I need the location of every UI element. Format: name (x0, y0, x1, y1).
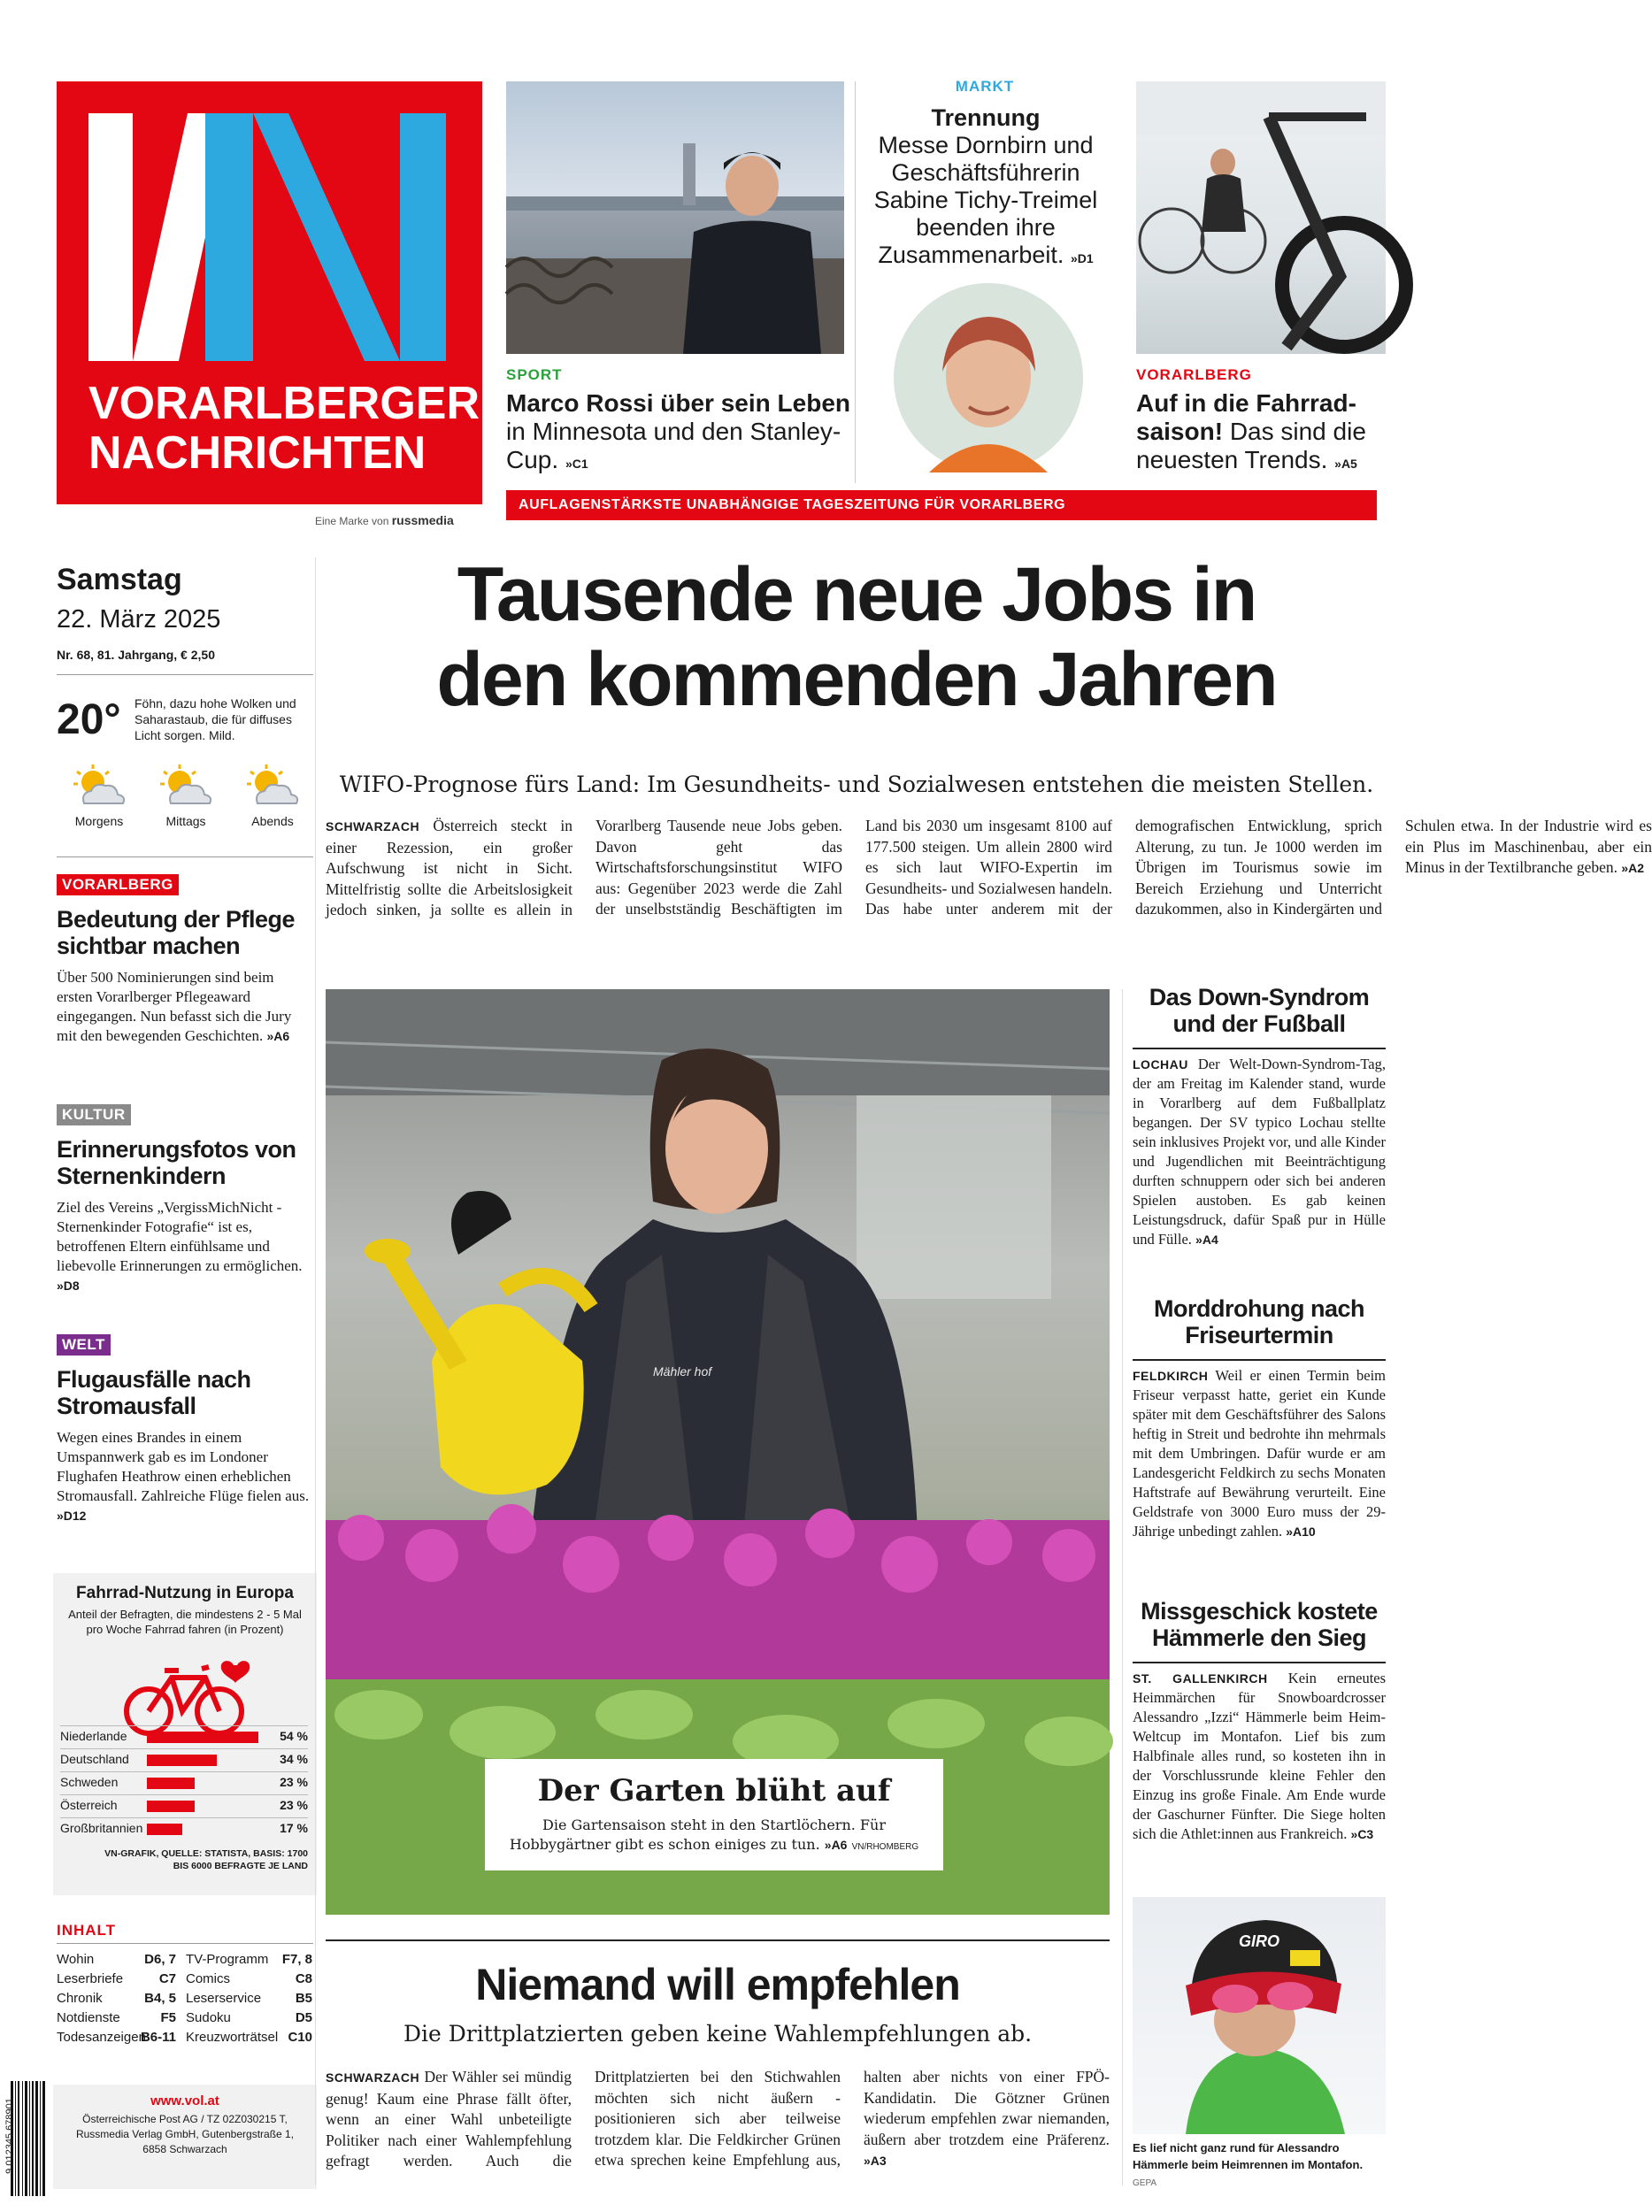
inhalt-row[interactable] (57, 1991, 176, 2010)
chart-value-label: 23 % (280, 1775, 308, 1789)
vorarlberg-headline-rest: Das sind die neuesten Trends. (1136, 418, 1366, 473)
inhalt-row[interactable] (186, 2030, 312, 2049)
barcode (2, 2079, 48, 2198)
vorarlberg-kicker: VORARLBERG (1136, 366, 1252, 383)
inhalt-page: D5 (295, 2010, 312, 2025)
inhalt-label: Chronik (57, 1991, 103, 2006)
chart-category-label: Großbritannien (60, 1821, 143, 1835)
inhalt-page: F5 (160, 2010, 176, 2025)
sun-behind-cloud-icon (68, 763, 130, 810)
lead-subhead: WIFO-Prognose fürs Land: Im Gesundheits- und Sozialwesen entstehen die meisten Stellen. (339, 772, 1374, 797)
inhalt-page: B5 (295, 1991, 312, 2006)
weather-slot-label: Abends (251, 814, 294, 828)
sport-teaser[interactable] (506, 389, 851, 478)
inhalt-label: Leserservice (186, 1991, 262, 2006)
inhalt-label: TV-Programm (186, 1952, 269, 1967)
lead-body (326, 816, 1652, 940)
markt-ref: »D1 (1070, 251, 1094, 265)
masthead-title-line2: NACHRICHTEN (88, 427, 426, 479)
right-item-down-syndrom[interactable] (1133, 984, 1386, 1249)
chart-value-label: 17 % (280, 1821, 308, 1835)
sport-photo[interactable] (506, 81, 844, 354)
brand-name: russmedia (391, 513, 454, 527)
right-headline: Missgeschick kostete Hämmerle den Sieg (1141, 1598, 1378, 1651)
weather-slot-morgens (57, 763, 142, 828)
lead-headline-line2: den kommenden Jahren (436, 637, 1277, 722)
sidebar-item-welt[interactable] (57, 1334, 313, 1525)
chart-row (60, 1771, 308, 1793)
vorarlberg-teaser[interactable] (1136, 389, 1393, 478)
inhalt-row[interactable] (186, 1952, 312, 1971)
lead-headline-line1: Tausende neue Jobs in (457, 552, 1256, 637)
inhalt-label: Wohin (57, 1952, 95, 1967)
right-dateline: FELDKIRCH (1133, 1369, 1209, 1383)
garden-caption-box (485, 1759, 943, 1870)
garden-photo[interactable] (326, 989, 1110, 1915)
lead-body-text: Österreich steckt in einer Rezession, ein großer Aufschwung ist nicht in Sicht. Mittelfristig sollte die Arbeitslosigkeit jedoch sinken, ja sollte es allein in Vorarlberg Tausende neue Jobs geben. Davon geht das Wirtschaftsforschungsinstitut WIFO aus: Gegenüber 2023 werde die Zahl der unselbstständig Beschäftigten im Land bis 2030 um insgesamt 8100 auf 177.500 steigen. Um allein 2800 wird es sich laut WIFO-Expertin im Gesundheits- und Sozialwesen handeln. Das habe unter anderem mit der demografischen Entwicklung, sprich Alterung, zu tun. Je 1000 werden im Übrigen im Tourismus sowie im Bereich Erziehung und Unterricht dazukommen, also in Kindergärten und Schulen etwa. In der Industrie wird es ein Plus im Maschinenbau, aber ein Minus in der Textilbranche geben. (326, 817, 1652, 918)
weather-slot-label: Morgens (74, 814, 124, 828)
markt-divider (855, 81, 856, 483)
weather-slots (57, 763, 313, 833)
inhalt-row[interactable] (57, 1952, 176, 1971)
weather-temp: 20° (57, 696, 121, 743)
brand-note-text: Eine Marke von (315, 515, 389, 527)
chart-row (60, 1794, 308, 1816)
chart-category-label: Schweden (60, 1775, 119, 1789)
tagline-bar (506, 490, 1377, 520)
haemmerle-caption-text: Es lief nicht ganz rund für Alessandro Hämmerle beim Heimrennen im Montafon. (1133, 2141, 1364, 2171)
inhalt-divider (57, 1943, 313, 1944)
sidebar-item-vorarlberg[interactable] (57, 874, 313, 1046)
right-rule (1133, 1359, 1386, 1361)
chart-category-label: Deutschland (60, 1752, 129, 1766)
haemmerle-credit: GEPA (1133, 2178, 1157, 2188)
rubric-label: WELT (57, 1334, 111, 1356)
garden-caption-text (504, 1816, 924, 1857)
right-ref: »C3 (1350, 1827, 1374, 1841)
second-dateline: SCHWARZACH (326, 2070, 420, 2085)
markt-portrait-face (894, 283, 1083, 472)
garden-ref: »A6 (824, 1838, 848, 1852)
inhalt-row[interactable] (57, 1971, 176, 1991)
inhalt-left (57, 1952, 176, 2049)
sidebar-ref: »D8 (57, 1279, 80, 1293)
imprint-box (53, 2085, 317, 2189)
sun-behind-cloud-icon (155, 763, 217, 810)
tagline-text: AUFLAGENSTÄRKSTE UNABHÄNGIGE TAGESZEITUNG FÜR VORARLBERG (519, 497, 1066, 512)
lead-headline (326, 552, 1387, 722)
markt-headline-rest: Messe Dornbirn und Geschäftsführerin Sabine Tichy-Treimel beenden ihre Zusammenarbeit. (873, 132, 1098, 268)
bike-shop-scene (1136, 81, 1386, 354)
weather-slot-abends (230, 763, 315, 828)
inhalt-label: Kreuzworträtsel (186, 2030, 279, 2045)
markt-headline: Trennung (931, 104, 1041, 131)
inhalt-row[interactable] (186, 2010, 312, 2030)
garden-credit: VN/RHOMBERG (851, 1842, 919, 1852)
garden-caption-body: Die Gartensaison steht in den Startlöchern. Für Hobbygärtner gibt es schon einiges zu tun. (509, 1816, 886, 1853)
inhalt-label: Notdienste (57, 2010, 120, 2025)
helmet-brand: GIRO (1239, 1932, 1280, 1950)
edition-date: 22. März 2025 (57, 605, 221, 634)
right-text (1133, 1366, 1386, 1541)
chart-category-label: Österreich (60, 1798, 118, 1812)
sidebar-column-rule (315, 557, 316, 2185)
chart-bar (147, 1755, 217, 1766)
chart-bar (147, 1732, 258, 1743)
chart-title: Fahrrad-Nutzung in Europa (76, 1584, 294, 1602)
lead-dateline: SCHWARZACH (326, 819, 420, 833)
sidebar-headline: Flugausfälle nach Stromausfall (57, 1366, 251, 1419)
sidebar-headline: Bedeutung der Pflege sichtbar machen (57, 906, 296, 959)
barcode-number: 9 012345 678901 (4, 2098, 15, 2174)
inhalt-page: B4, 5 (144, 1991, 176, 2006)
chart-source: VN-GRAFIK, QUELLE: STATISTA, BASIS: 1700 BIS 6000 BEFRAGTE JE LAND (104, 1848, 308, 1871)
chart-value-label: 54 % (280, 1729, 308, 1743)
masthead-title-line1: VORARLBERGER (88, 378, 480, 429)
garden-caption-title: Der Garten blüht auf (537, 1773, 891, 1809)
sidebar-text-body: Wegen eines Brandes in einem Umspannwerk gab es im Londoner Flughafen Heathrow einen erheblichen Stromausfall. Zahlreiche Flüge fielen aus. (57, 1429, 310, 1504)
inhalt-row[interactable] (57, 2010, 176, 2030)
chart-value-label: 23 % (280, 1798, 308, 1812)
sidebar-text (57, 1428, 313, 1525)
sidebar-item-kultur[interactable] (57, 1104, 313, 1295)
second-subhead: Die Drittplatzierten geben keine Wahlempfehlungen ab. (403, 2021, 1033, 2047)
lead-ref: »A2 (1621, 861, 1645, 875)
masthead-logo (57, 81, 482, 504)
second-body-text: Der Wähler sei mündig genug! Kaum eine Phrase fällt öfter, wenn an einer Wahl unbeteiligte Politiker nach einer Wahlempfehlung gefragt werden. Auch die Drittplatzierten bei den Stichwahlen möchten sich nicht äußern - positionieren sich aber teilweise trotzdem klar. Die Feldkircher Grünen etwa sprechen keine Empfehlung aus, halten aber nichts von einer FPÖ-Kandidatin. Die Götzner Grünen wiederum empfehlen zwar niemanden, äußern aber trotzdem eine Präferenz. (326, 2068, 1110, 2170)
imprint-url[interactable]: www.vol.at (150, 2093, 219, 2108)
right-dateline: LOCHAU (1133, 1057, 1188, 1071)
sport-headline: Marco Rossi über sein Leben (506, 389, 850, 417)
inhalt-page: C7 (158, 1971, 176, 1986)
inhalt-row[interactable] (186, 1991, 312, 2010)
inhalt-page: B6-11 (140, 2030, 176, 2045)
sidebar-divider-top (57, 674, 313, 675)
right-headline: Das Down-Syndrom und der Fußball (1149, 984, 1370, 1037)
sidebar-ref: »A6 (266, 1029, 290, 1043)
second-top-rule (326, 1939, 1110, 1941)
weather-slot-label: Mittags (165, 814, 206, 828)
chart-bar (147, 1824, 182, 1835)
chart-rows (60, 1725, 308, 1840)
weather-text: Föhn, dazu hohe Wolken und Saharastaub, die für diffuses Licht sorgen. Mild. (134, 696, 296, 742)
sport-photo-scene (506, 81, 844, 354)
right-item-morddrohung[interactable] (1133, 1295, 1386, 1541)
right-text-body: Kein erneutes Heimmärchen für Snowboardcrosser Alessandro „Izzi“ Hämmerle beim Heim-Weltcup im Montafon. Lief bis zum Halbfinale alles rund, so kosteten ihn in der Vorschlussrunde kleine Fehler den Einzug ins große Finale. Am Ende wurde der Gaschurner Fünfter. Die Siege holten sich die Athlet:innen aus Frankreich. (1133, 1670, 1387, 1842)
chart-category-label: Niederlande (60, 1729, 127, 1743)
haemmerle-photo[interactable] (1133, 1897, 1386, 2134)
right-text-body: Der Welt-Down-Syndrom-Tag, der am Freitag im Kalender stand, wurde in Vorarlberg auf dem Fußballplatz begangen. Der SV typico Lochau stellte sein inklusives Projekt vor, und alle Kinder und Jugendlichen mit Beeinträchtigung durften schnuppern oder sich bei anderen Spielen austoben. Es gab keinen Leistungsdruck, dafür Spaß pur in Hülle und Fülle. (1133, 1056, 1386, 1248)
sport-ref: »C1 (565, 457, 588, 471)
haemmerle-caption (1133, 2139, 1386, 2192)
right-item-haemmerle[interactable] (1133, 1598, 1386, 1844)
vorarlberg-photo[interactable] (1136, 81, 1386, 354)
chart-row (60, 1748, 308, 1770)
inhalt-label: Sudoku (186, 2010, 231, 2025)
chart-bar (147, 1778, 195, 1789)
markt-kicker: MARKT (955, 78, 1015, 95)
inhalt-page: D6, 7 (144, 1952, 176, 1967)
second-ref: »A3 (864, 2154, 887, 2168)
markt-teaser[interactable] (864, 104, 1108, 273)
sidebar-text (57, 968, 313, 1046)
chart-value-label: 34 % (280, 1752, 308, 1766)
sidebar-text-body: Ziel des Vereins „VergissMichNicht - Sternenkinder Fotografie“ ist es, betroffenen Eltern einfühlsame und liebevolle Erinnerungen zu ermöglichen. (57, 1199, 303, 1274)
inhalt-right (186, 1952, 312, 2049)
inhalt-label: Comics (186, 1971, 231, 1986)
rubric-label: KULTUR (57, 1104, 131, 1125)
right-column-rule (1122, 989, 1123, 2185)
sidebar-text-body: Über 500 Nominierungen sind beim ersten Vorarlberger Pflegeaward eingegangen. Nun befasst sich die Jury mit den bewegenden Geschichten. (57, 969, 292, 1044)
inhalt-page: C8 (295, 1971, 312, 1986)
sidebar-text (57, 1198, 313, 1295)
inhalt-row[interactable] (186, 1971, 312, 1991)
vorarlberg-headline: Auf in die Fahrrad-saison! (1136, 389, 1356, 445)
right-rule (1133, 1048, 1386, 1049)
inhalt-label: Todesanzeigen (57, 2030, 146, 2045)
right-ref: »A10 (1286, 1525, 1316, 1539)
right-text (1133, 1669, 1386, 1844)
chart-box (53, 1573, 317, 1895)
chart-subtitle: Anteil der Befragten, die mindestens 2 - 5 Mal pro Woche Fahrrad fahren (in Prozent) (68, 1608, 302, 1636)
inhalt-page: F7, 8 (281, 1952, 312, 1967)
sport-kicker: SPORT (506, 366, 563, 383)
right-text (1133, 1055, 1386, 1249)
second-headline: Niemand will empfehlen (475, 1960, 960, 2009)
inhalt-row[interactable] (57, 2030, 176, 2049)
sun-behind-cloud-icon (242, 763, 304, 810)
right-dateline: ST. GALLENKIRCH (1133, 1671, 1268, 1686)
rubric-label: VORARLBERG (57, 874, 179, 895)
sidebar-divider-weather (57, 856, 313, 857)
inhalt-page: C10 (288, 2030, 312, 2045)
right-headline: Morddrohung nach Friseurtermin (1154, 1295, 1364, 1348)
right-rule (1133, 1662, 1386, 1663)
sport-headline-rest: in Minnesota und den Stanley-Cup. (506, 418, 841, 473)
edition-issue: Nr. 68, 81. Jahrgang, € 2,50 (57, 648, 215, 662)
markt-portrait[interactable] (894, 283, 1083, 472)
second-body (326, 2067, 1110, 2173)
right-text-body: Weil er einen Termin beim Friseur verpasst hatte, geriet ein Kunde später mit dem Geschäftsführer des Salons heftig in Streit und bedrohte ihn mehrmals mit dem Umbringen. Dafür wurde er am Landesgericht Feldkirch zu sechs Monaten Haftstrafe auf Bewährung verurteilt. Eine Geldstrafe von 3000 Euro muss der 29-Jährige unbedingt zahlen. (1133, 1367, 1387, 1540)
right-ref: »A4 (1195, 1233, 1218, 1247)
inhalt-label: Leserbriefe (57, 1971, 124, 1986)
vorarlberg-ref: »A5 (1334, 457, 1357, 471)
chart-row (60, 1817, 308, 1839)
sidebar-ref: »D12 (57, 1509, 87, 1523)
weather-slot-mittags (143, 763, 228, 828)
apron-text: Mähler hof (653, 1364, 712, 1379)
chart-row (60, 1725, 308, 1747)
imprint-text: Österreichische Post AG / TZ 02Z030215 T, Russmedia Verlag GmbH, Gutenbergstraße 1, 6858 Schwarzach (75, 2113, 295, 2155)
edition-weekday: Samstag (57, 563, 182, 596)
brand-note (315, 513, 454, 527)
chart-bar (147, 1801, 195, 1812)
inhalt-title: INHALT (57, 1922, 117, 1939)
sidebar-headline: Erinnerungsfotos von Sternenkindern (57, 1136, 296, 1189)
